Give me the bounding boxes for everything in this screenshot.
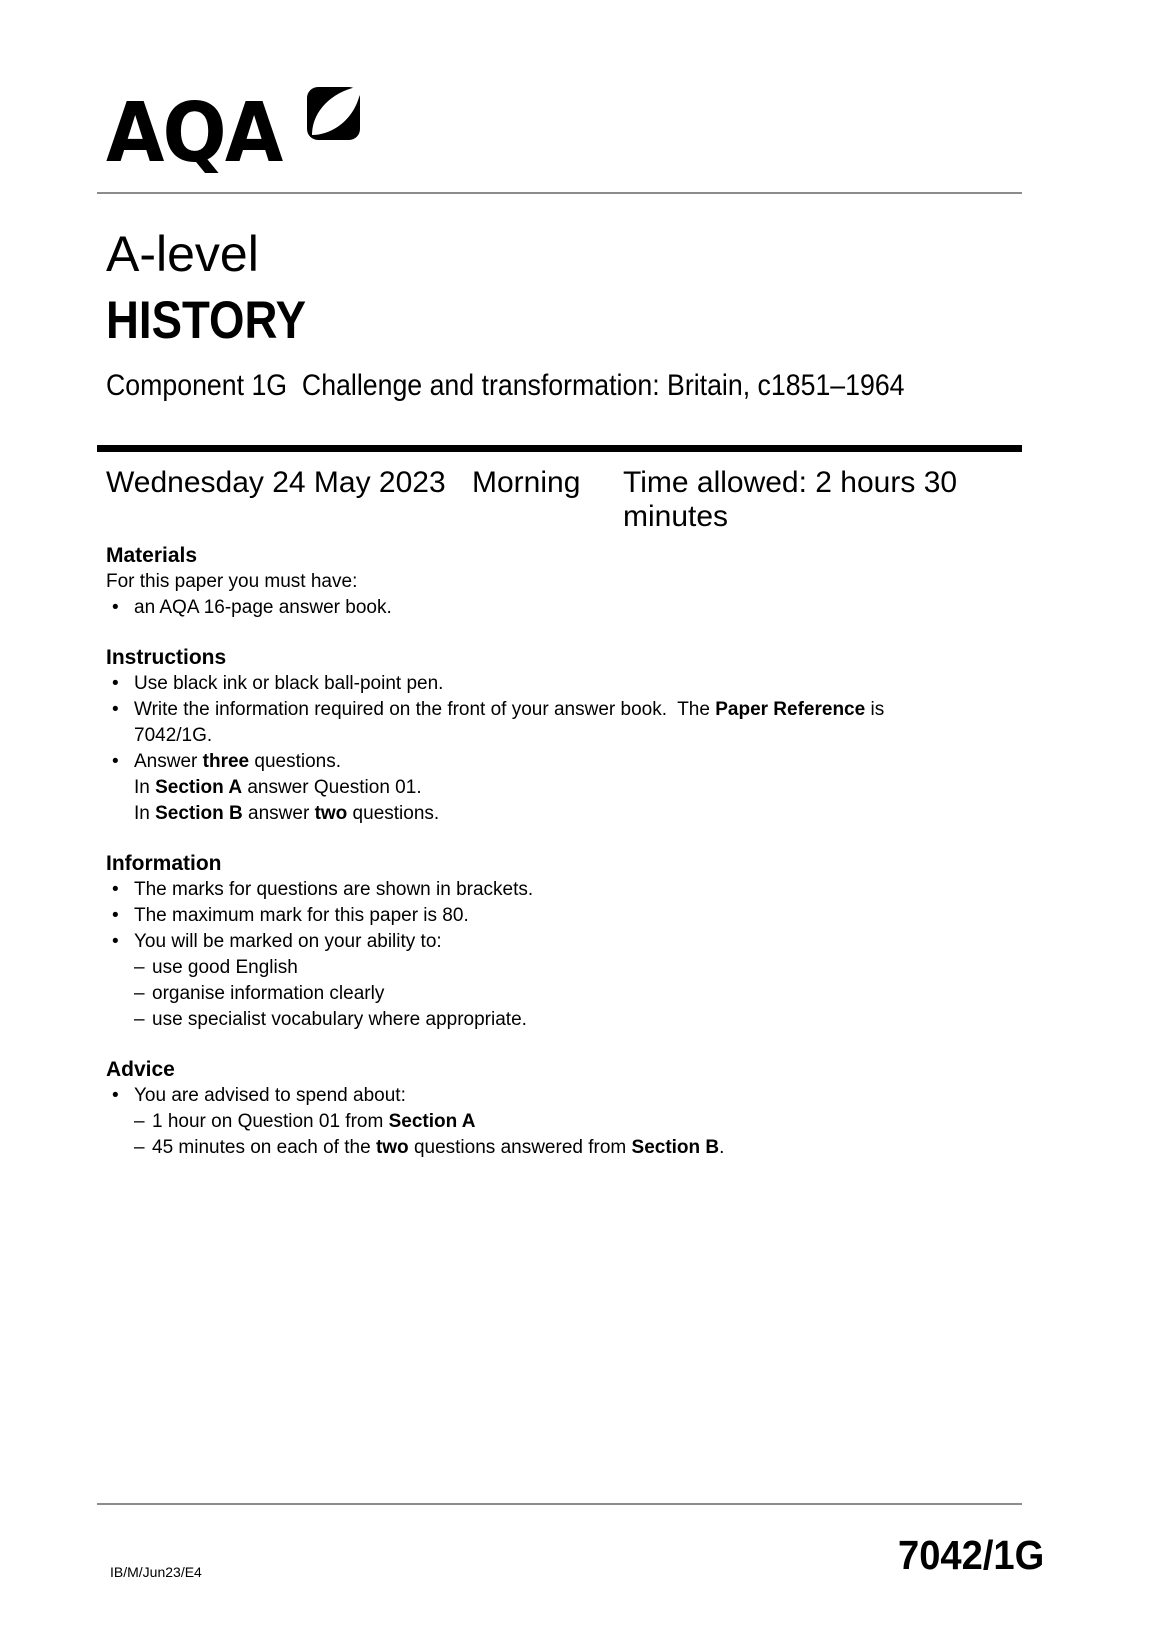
exam-session: Morning <box>472 466 581 499</box>
bullet-marker: • <box>112 905 119 926</box>
item-text: 45 minutes on each of the two questions answered from Section B. <box>152 1137 725 1158</box>
bullet-marker: • <box>112 1085 119 1106</box>
list-item <box>106 981 1022 1007</box>
aqa-logo <box>106 85 376 180</box>
list-item <box>106 595 1022 621</box>
list-item <box>106 749 1022 775</box>
header-divider-line <box>97 192 1022 194</box>
section-heading: Advice <box>106 1058 175 1081</box>
list-item <box>106 1109 1022 1135</box>
item-text: 1 hour on Question 01 from Section A <box>152 1111 476 1132</box>
section-heading: Materials <box>106 544 198 567</box>
exam-session-line <box>106 466 1022 533</box>
item-text: In Section A answer Question 01. <box>134 777 422 798</box>
item-text: Answer three questions. <box>134 751 342 772</box>
item-text: You are advised to spend about: <box>134 1085 406 1106</box>
item-text: Write the information required on the front of your answer book. The Paper Reference is 7042/1G. <box>134 699 885 746</box>
list-item <box>106 697 1022 749</box>
time-allowed: Time allowed: 2 hours 30 minutes <box>623 466 966 533</box>
section <box>106 543 1022 621</box>
dash-marker: – <box>134 1111 145 1132</box>
item-text: an AQA 16-page answer book. <box>134 597 392 618</box>
list-item <box>106 955 1022 981</box>
item-text: Use black ink or black ball-point pen. <box>134 673 444 694</box>
exam-date: Wednesday 24 May 2023 <box>106 466 446 499</box>
item-text: use good English <box>152 957 298 978</box>
thick-divider-line <box>97 445 1022 452</box>
paper-code: 7042/1G <box>898 1532 1045 1578</box>
item-text: For this paper you must have: <box>106 571 358 592</box>
list-item <box>106 1083 1022 1109</box>
list-item <box>106 1007 1022 1033</box>
section <box>106 645 1022 827</box>
item-text: The maximum mark for this paper is 80. <box>134 905 469 926</box>
list-item <box>106 801 1022 827</box>
item-text: In Section B answer two questions. <box>134 803 440 824</box>
list-item <box>106 1135 1022 1161</box>
list-item <box>106 903 1022 929</box>
dash-marker: – <box>134 957 145 978</box>
bullet-marker: • <box>112 751 119 772</box>
aqa-logo-text: AQA <box>106 86 282 181</box>
item-text: You will be marked on your ability to: <box>134 931 442 952</box>
list-item <box>106 877 1022 903</box>
section-heading: Instructions <box>106 646 227 669</box>
item-text: use specialist vocabulary where appropriate. <box>152 1009 527 1030</box>
bullet-marker: • <box>112 597 119 618</box>
section <box>106 1057 1022 1161</box>
section <box>106 851 1022 1033</box>
footer-divider-line <box>97 1503 1022 1505</box>
sections-container <box>106 543 1022 1185</box>
list-item <box>106 775 1022 801</box>
item-text: organise information clearly <box>152 983 385 1004</box>
section-heading: Information <box>106 852 222 875</box>
dash-marker: – <box>134 1137 145 1158</box>
item-text: The marks for questions are shown in brackets. <box>134 879 534 900</box>
bullet-marker: • <box>112 879 119 900</box>
leaf-icon <box>307 87 361 141</box>
subject-title: HISTORY <box>106 291 307 350</box>
list-item <box>106 569 1022 595</box>
bullet-marker: • <box>112 699 119 720</box>
dash-marker: – <box>134 1009 145 1030</box>
bullet-marker: • <box>112 673 119 694</box>
component-title: Component 1G Challenge and transformation: Britain, c1851–1964 <box>106 369 905 402</box>
footer-reference-code: IB/M/Jun23/E4 <box>110 1564 202 1580</box>
qualification-title: A-level <box>106 226 259 282</box>
bullet-marker: • <box>112 931 119 952</box>
list-item <box>106 671 1022 697</box>
dash-marker: – <box>134 983 145 1004</box>
list-item <box>106 929 1022 955</box>
